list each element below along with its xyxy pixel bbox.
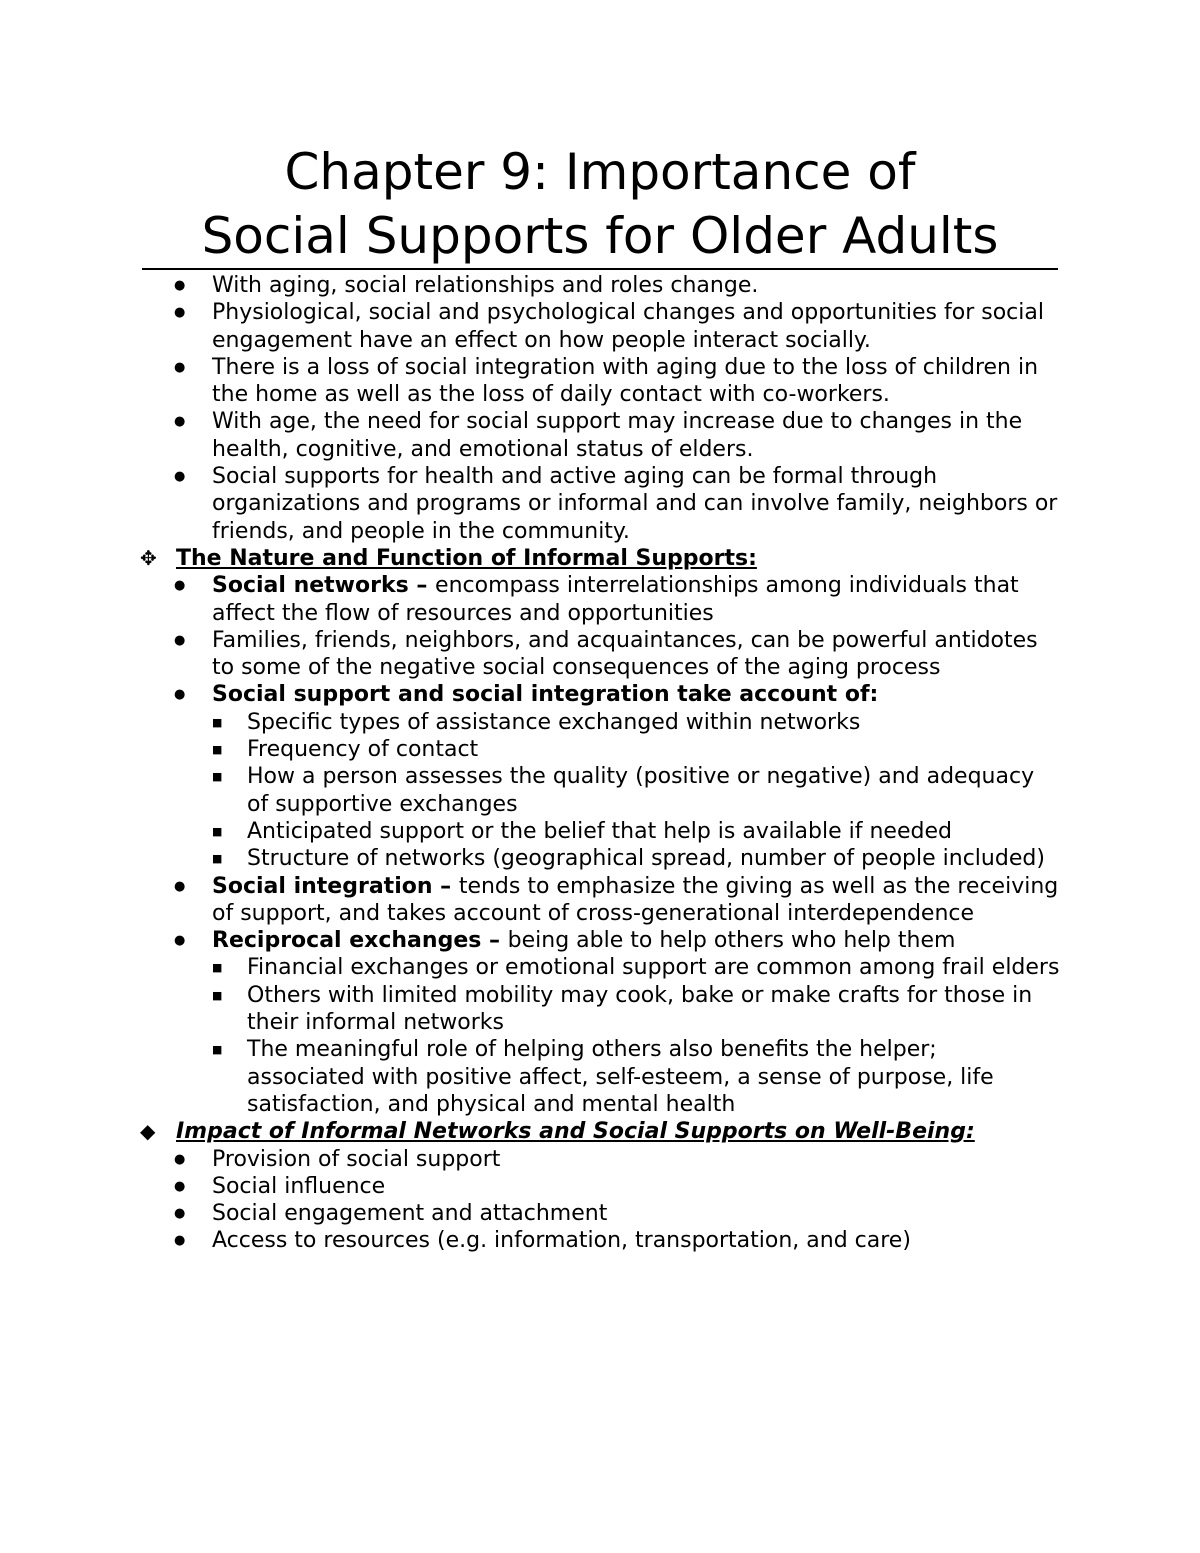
sub-list-item: ■ Others with limited mobility may cook, bake or make crafts for those in their informal networks — [0, 982, 1060, 1037]
list-item: ● Physiological, social and psychological changes and opportunities for social engagement have an effect on how people interact socially. — [0, 299, 1060, 354]
term-social-networks: Social networks – — [212, 573, 436, 599]
sub-list-item: ■ Structure of networks (geographical spread, number of people included) — [0, 845, 1060, 872]
sub-list-item: ■ The meaningful role of helping others also benefits the helper; associated with positive affect, self-esteem, a sense of purpose, life satisfaction, and physical and mental health — [0, 1036, 1060, 1118]
list-item-reciprocal — [0, 927, 1060, 1118]
title-line-1: Chapter 9: Importance of — [284, 143, 916, 201]
list-item: ● Provision of social support — [0, 1146, 1060, 1173]
list-item-social-networks — [0, 572, 1060, 627]
well-being-list — [0, 1146, 1200, 1255]
document-body — [0, 272, 1200, 1255]
title-rule — [142, 268, 1058, 270]
title-line-2: Social Supports for Older Adults — [201, 207, 999, 265]
definition-reciprocal: being able to help others who help them — [507, 928, 956, 954]
section-heading-text: Impact of Informal Networks and Social Supports on Well-Being: — [176, 1119, 975, 1145]
list-item: ● Social engagement and attachment — [0, 1200, 1060, 1227]
section-heading-informal-supports — [0, 545, 1200, 572]
term-support-integration: Social support and social integration take account of: — [212, 682, 879, 708]
section-heading-well-being — [0, 1118, 1200, 1145]
sub-list-item: ■ How a person assesses the quality (positive or negative) and adequacy of supportive exchanges — [0, 763, 1060, 818]
definition-social-integration: tends to emphasize the giving as well as the receiving of support, and takes account of cross-generational interdependence — [212, 873, 1059, 926]
list-item: ● Access to resources (e.g. information, transportation, and care) — [0, 1227, 1060, 1254]
list-item: ● With aging, social relationships and roles change. — [0, 272, 1060, 299]
list-item: ● With age, the need for social support may increase due to changes in the health, cognitive, and emotional status of elders. — [0, 408, 1060, 463]
sub-list-item: ■ Anticipated support or the belief that help is available if needed — [0, 818, 1060, 845]
four-diamond-bullet-icon: ✥ — [140, 545, 157, 570]
list-item-support-integration — [0, 681, 1060, 872]
informal-supports-list — [0, 572, 1200, 1118]
section-heading-text: The Nature and Function of Informal Supports: — [176, 545, 757, 571]
list-item: ● Social influence — [0, 1173, 1060, 1200]
diamond-bullet-icon: ◆ — [140, 1119, 156, 1144]
reciprocal-items-list — [0, 954, 1060, 1118]
support-items-list — [0, 709, 1060, 873]
list-item-families: ● Families, friends, neighbors, and acquaintances, can be powerful antidotes to some of the negative social consequences of the aging process — [0, 627, 1060, 682]
definition-social-networks: encompass interrelationships among individuals that affect the flow of resources and opportunities — [212, 573, 1019, 626]
term-reciprocal: Reciprocal exchanges – — [212, 928, 508, 954]
list-item-social-integration — [0, 873, 1060, 928]
page-title — [142, 140, 1058, 268]
sub-list-item: ■ Financial exchanges or emotional support are common among frail elders — [0, 954, 1060, 981]
list-item: ● Social supports for health and active aging can be formal through organizations and programs or informal and can involve family, neighbors or friends, and people in the community. — [0, 463, 1060, 545]
sub-list-item: ■ Frequency of contact — [0, 736, 1060, 763]
term-social-integration: Social integration – — [212, 873, 459, 899]
list-item: ● There is a loss of social integration with aging due to the loss of children in the home as well as the loss of daily contact with co-workers. — [0, 354, 1060, 409]
sub-list-item: ■ Specific types of assistance exchanged within networks — [0, 709, 1060, 736]
intro-list — [0, 272, 1200, 545]
